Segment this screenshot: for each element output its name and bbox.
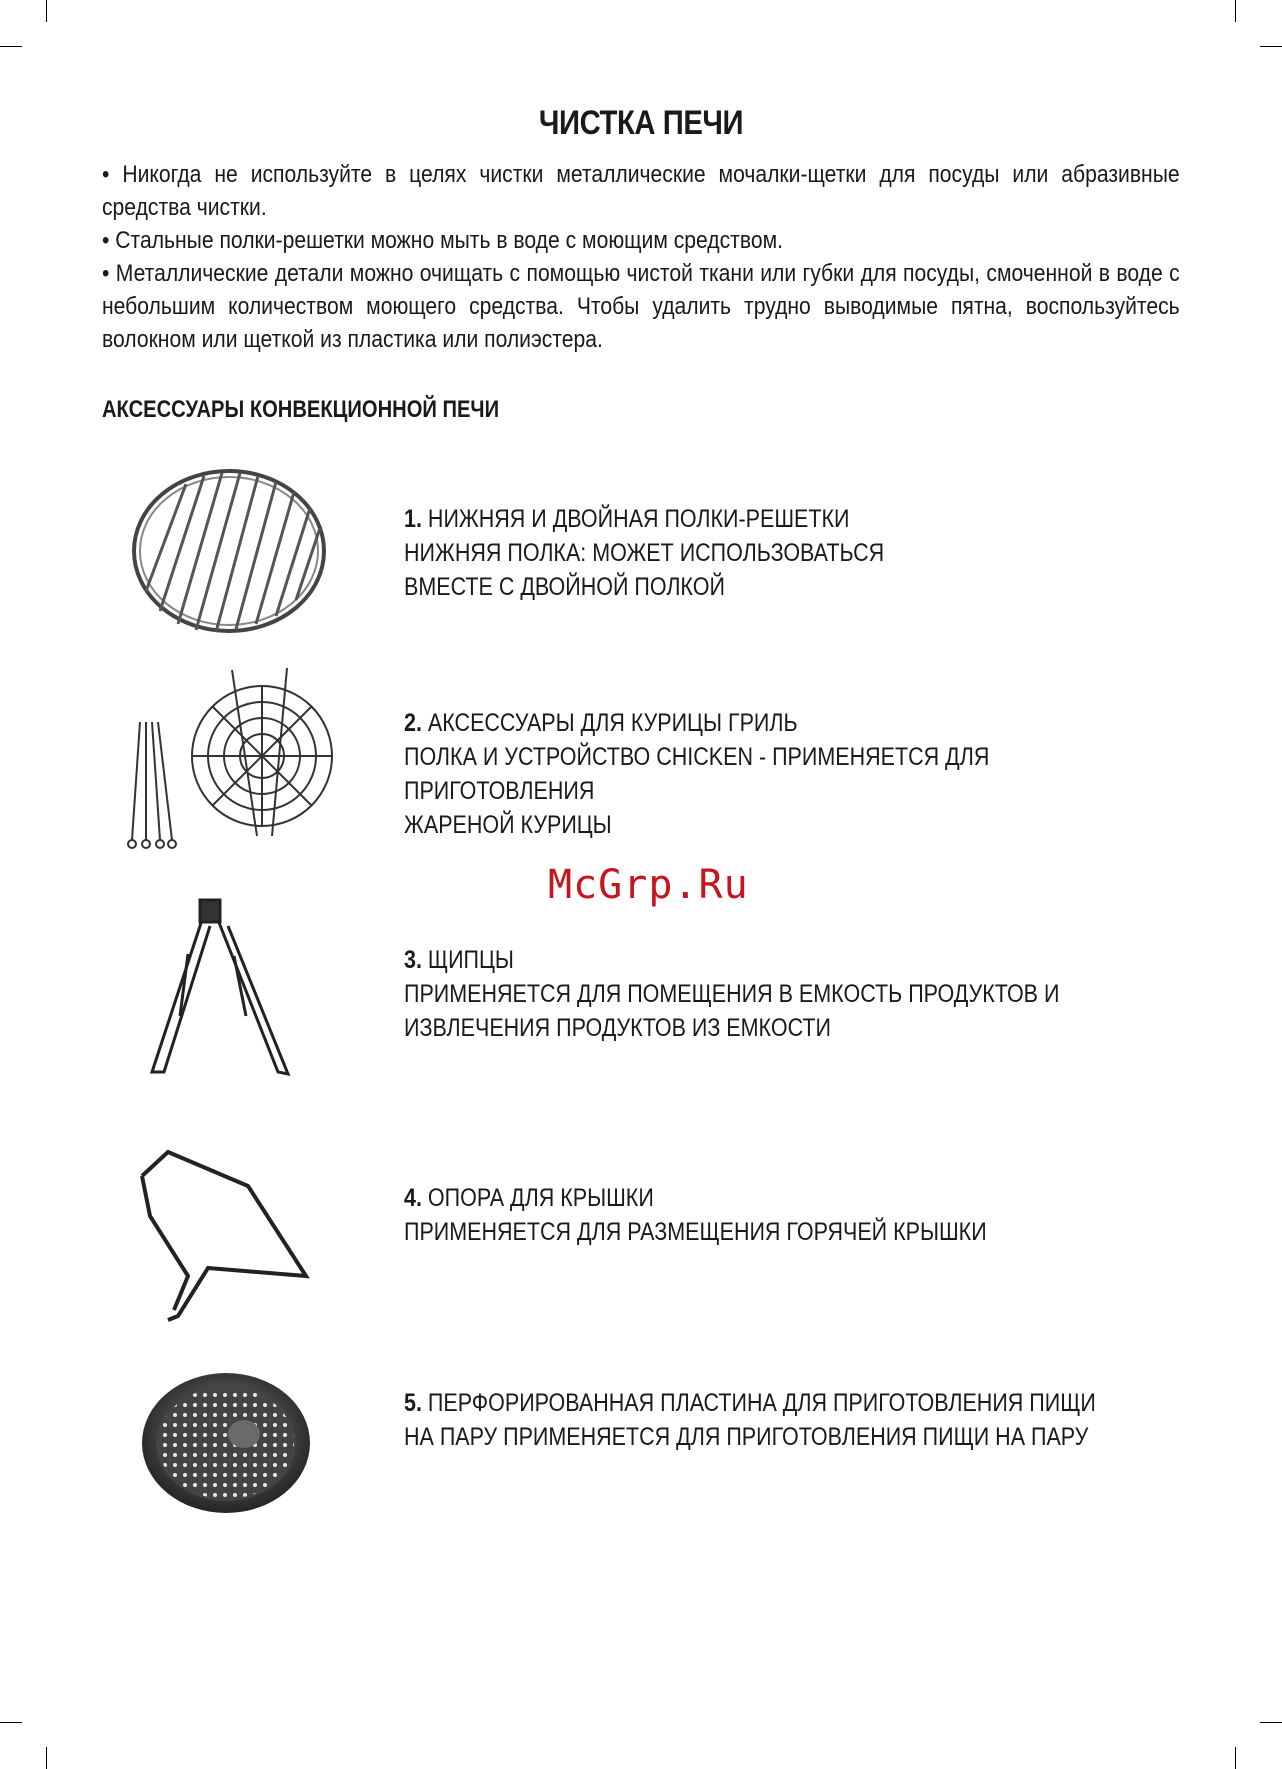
accessory-item bbox=[404, 1181, 1082, 1249]
accessory-title-line: 3. ЩИПЦЫ bbox=[404, 946, 514, 974]
accessory-title-line: 5. ПЕРФОРИРОВАННАЯ ПЛАСТИНА ДЛЯ ПРИГОТОВЛЕНИЯ ПИЩИ bbox=[404, 1389, 1096, 1417]
round-rack-icon bbox=[126, 466, 332, 636]
accessory-number: 2. bbox=[404, 709, 422, 737]
crop-mark bbox=[0, 1722, 22, 1723]
accessory-description-line: НА ПАРУ ПРИМЕНЯЕТСЯ ДЛЯ ПРИГОТОВЛЕНИЯ ПИЩИ НА ПАРУ bbox=[404, 1423, 1089, 1451]
accessories-heading: АКСЕССУАРЫ КОНВЕКЦИОННОЙ ПЕЧИ bbox=[102, 396, 500, 423]
accessory-number: 1. bbox=[404, 505, 422, 533]
instruction-paragraph: • Металлические детали можно очищать с помощью чистой ткани или губки для посуды, смоченной в воде с небольшим количеством моющего средства. Чтобы удалить трудно выводимые пятна, воспользуйтесь волокном или щеткой из пластика или полиэстера. bbox=[102, 260, 1180, 353]
accessory-description-line: ВМЕСТЕ С ДВОЙНОЙ ПОЛКОЙ bbox=[404, 573, 725, 601]
accessory-description-line: ПРИГОТОВЛЕНИЯ bbox=[404, 777, 595, 805]
crop-mark bbox=[1260, 1722, 1282, 1723]
accessory-item bbox=[404, 1386, 1208, 1454]
accessory-title-line: 2. АКСЕССУАРЫ ДЛЯ КУРИЦЫ ГРИЛЬ bbox=[404, 709, 798, 737]
lid-stand-icon bbox=[128, 1146, 314, 1326]
cleaning-instructions bbox=[102, 158, 1180, 356]
accessory-description-line: ИЗВЛЕЧЕНИЯ ПРОДУКТОВ ИЗ ЕМКОСТИ bbox=[404, 1014, 831, 1042]
crop-mark bbox=[46, 1747, 47, 1769]
steam-plate-icon bbox=[140, 1370, 312, 1516]
accessory-item bbox=[404, 943, 1166, 1045]
accessory-number: 3. bbox=[404, 946, 422, 974]
accessory-description-line: ПРИМЕНЯЕТСЯ ДЛЯ РАЗМЕЩЕНИЯ ГОРЯЧЕЙ КРЫШКИ bbox=[404, 1218, 987, 1246]
instruction-paragraph: • Стальные полки-решетки можно мыть в воде с моющим средством. bbox=[102, 227, 783, 254]
watermark: McGrp.Ru bbox=[548, 862, 749, 908]
tongs-icon bbox=[138, 896, 302, 1084]
accessory-number: 4. bbox=[404, 1184, 422, 1212]
accessory-description-line: ЖАРЕНОЙ КУРИЦЫ bbox=[404, 811, 612, 839]
page-title: ЧИСТКА ПЕЧИ bbox=[538, 104, 744, 142]
accessory-item bbox=[404, 706, 1085, 842]
instruction-paragraph: • Никогда не используйте в целях чистки металлические мочалки-щетки для посуды или абразивные средства чистки. bbox=[102, 161, 1180, 221]
accessory-title-line: 1. НИЖНЯЯ И ДВОЙНАЯ ПОЛКИ-РЕШЕТКИ bbox=[404, 505, 850, 533]
crop-mark bbox=[0, 46, 22, 47]
crop-mark bbox=[46, 0, 47, 22]
accessory-description-line: ПОЛКА И УСТРОЙСТВО CHICKEN - ПРИМЕНЯЕТСЯ ДЛЯ bbox=[404, 743, 990, 771]
crop-mark bbox=[1235, 0, 1236, 22]
accessory-number: 5. bbox=[404, 1389, 422, 1417]
chicken-rack-icon bbox=[112, 660, 344, 852]
crop-mark bbox=[1260, 46, 1282, 47]
accessory-item bbox=[404, 502, 962, 604]
crop-mark bbox=[1235, 1747, 1236, 1769]
accessory-description-line: ПРИМЕНЯЕТСЯ ДЛЯ ПОМЕЩЕНИЯ В ЕМКОСТЬ ПРОДУКТОВ И bbox=[404, 980, 1060, 1008]
accessory-description-line: НИЖНЯЯ ПОЛКА: МОЖЕТ ИСПОЛЬЗОВАТЬСЯ bbox=[404, 539, 885, 567]
accessory-title-line: 4. ОПОРА ДЛЯ КРЫШКИ bbox=[404, 1184, 654, 1212]
